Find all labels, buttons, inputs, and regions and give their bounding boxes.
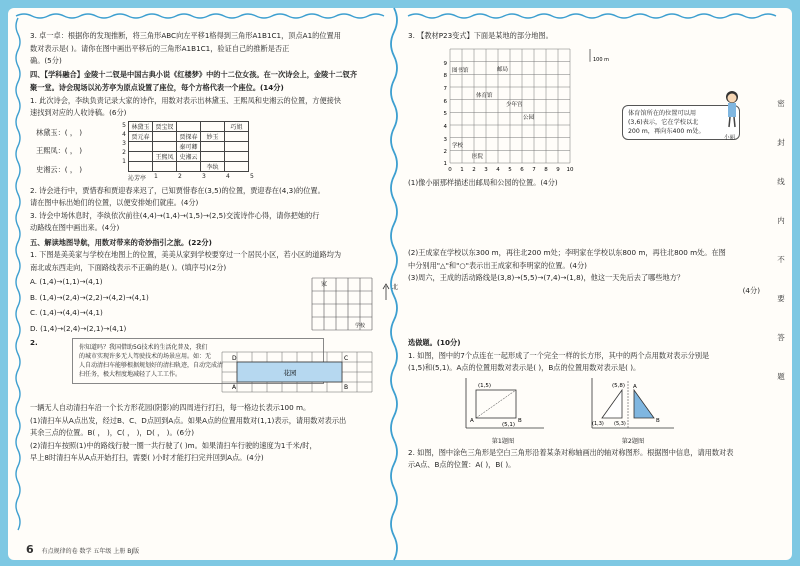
footer-text: 有点规律的卷 数学 五年级 上册 BJ版 [41,548,140,555]
x-tick: 3 [201,172,206,180]
seal-char: 密 [777,99,785,108]
right-column [408,30,764,472]
bubble-line: 200 m，再向东400 m处。 [628,127,705,135]
s4-q2-line-2: 请在图中标出她们的位置，以便安排她们就座。(4分) [30,198,199,207]
seat-cell[interactable] [128,161,152,171]
svg-text:7: 7 [532,166,536,173]
s4-q1-line-1: 1. 此次诗会，李纨负责记录大家的诗作，用数对表示出林黛玉、王熙凤和史湘云的位置，方便接快 [30,95,342,105]
x-tick: 4 [225,172,230,180]
section-5-title: 五、解读地图导航，用数对带来的奇妙指引之旅。(22分) [30,237,212,247]
town-y-ticks [444,61,448,167]
poem-seat-table [128,121,249,172]
figure-2-caption: 第2题图 [621,437,645,445]
answer-space-1[interactable] [408,189,764,247]
seat-cell[interactable]: 贾宝钗 [152,121,176,131]
town-x-ticks [448,167,574,173]
fig2-label: (5,3) [614,420,626,427]
seat-cell[interactable] [200,121,224,131]
c2-line-1: 2. 如图，图中涂色三角形是空白三角形沿着某条对称轴画出的轴对称图形。根据图中信息，请用数对表 [408,447,734,457]
left-column [30,30,399,465]
q3-line-2: 数对表示是( )。请你在图中画出平移后的三角形A1B1C1，验证自己的推断是否正 [30,43,290,53]
girl-leg [729,117,730,127]
seal-char: 要 [777,294,785,303]
svg-text:2: 2 [443,148,447,155]
girl-face [728,93,737,102]
scale-label: 100 m [593,56,610,63]
seat-cell[interactable] [200,151,224,161]
bubble-line: 体育馆所在的位置可以用 [628,109,697,117]
fig1-label: A [470,417,474,424]
fig2-label: A [633,383,637,390]
poem-row [128,121,248,131]
c1-line-1: 1. 如图，图中的7个点连在一起形成了一个完全一样的长方形，其中的两个点用数对表示分别是 [408,350,710,360]
option-b[interactable]: B. (1,4)→(2,4)→(2,2)→(4,2)→(4,1) [30,292,149,302]
info-line: 的城市实现许多无人驾驶技术的场景应用。如：无 [79,353,212,360]
q3-part-3: (3)周六，王成的活动路线是(3,8)→(5,5)→(7,4)→(1,8)，他这一天先后去了哪些地方？ [408,273,685,282]
figure-1-caption: 第1题图 [491,437,515,445]
footer [26,543,139,556]
c1-line-2[interactable]: (1,5)和(5,1)。A点的位置用数对表示是( )，B点的位置用数对表示是( )。 [408,363,641,372]
fig1-label: (1,5) [478,382,492,389]
seat-cell[interactable]: 林黛玉 [128,121,152,131]
info-line: 你知道吗？我国借助5G技术的生活化普及，我们 [79,344,208,351]
fig1-label: B [518,417,522,424]
svg-text:6: 6 [520,166,524,173]
school-label: 学校 [354,323,366,329]
seat-cell[interactable] [128,151,152,161]
poem-row [128,161,248,171]
s5-q1-line-1: 1. 下图是美美家与学校在地图上的位置，美美从家到学校要穿过一个居民小区，若小区的道路均为 [30,250,342,259]
svg-text:0: 0 [448,166,452,173]
q3-title: 3. 【教材P23变式】下面是某地的部分地图。 [408,31,553,40]
poem-x-axis [128,173,260,182]
svg-text:4: 4 [443,123,447,130]
seal-char: 线 [777,177,785,186]
answer-wang-xifeng[interactable]: 王熙凤：( ， ) [36,146,83,155]
q2-line-3[interactable]: 其余三点的位置。B( ， )，C( ， )，D( ， )。(6分) [30,428,195,437]
seat-cell[interactable]: 巧姐 [224,121,248,131]
info-line: 扫任务，极大程度地减轻了人工工作。 [79,371,182,378]
girl-name: 小丽 [724,134,736,141]
page-number: 6 [26,543,34,556]
poem-table-wrap [128,121,260,182]
seat-cell[interactable]: 妙玉 [200,131,224,141]
seal-char: 封 [777,138,785,147]
seat-cell[interactable]: 史湘云 [176,151,200,161]
q3-line-1: 3. 卓一卓：根据你的发现推断，将三角形ABC向左平移1格得到三角形A1B1C1，顶点A1的位置用 [30,31,341,40]
route-options-block [30,274,399,336]
q3-part-1: (1)像小丽那样描述出邮局和公园的位置。(4分) [408,177,558,187]
seal-line-text [774,98,788,382]
svg-text:6: 6 [443,98,447,105]
q3-part-2-line-2: 中分别用"△"和"○"表示出王成家和李明家的位置。(4分) [408,260,587,270]
north-label: 北 [392,284,399,291]
q2-line-2: (1)清扫车从A点出发，经过B、C、D点回到A点。如果A点的位置用数对(1,1)表示，请用数对表示出 [30,415,347,425]
figure-1-graph [458,376,548,434]
q2-line-1: 一辆无人自动清扫车沿一个长方形花园(阴影)的四周进行打扫，每一格边长表示100 m。 [30,403,311,412]
poem-row [128,131,248,141]
answer-space-2[interactable] [408,297,764,337]
seat-cell[interactable]: 贾元春 [128,131,152,141]
s4-q3-line-1: 3. 诗会中场休息时，李纨依次前往(4,4)→(1,4)→(1,5)→(2,5)交流诗作心得，请你把她的行 [30,210,320,220]
seat-cell[interactable]: 秦可卿 [176,141,200,151]
seat-cell[interactable] [224,131,248,141]
blank-triangle [602,390,622,418]
figure-2 [588,376,678,445]
bubble-line: (3,6)表示，它在学校以北 [628,118,699,126]
home-label: 家 [320,281,328,288]
poem-row [128,151,248,161]
y-tick: 5 [122,121,126,129]
seat-cell[interactable] [224,141,248,151]
seat-cell[interactable]: 王熙凤 [152,151,176,161]
seat-cell[interactable] [176,161,200,171]
seal-char: 答 [777,333,785,342]
poem-row [128,141,248,151]
seat-cell[interactable] [152,141,176,151]
shaded-triangle [634,390,654,418]
y-tick: 1 [122,157,126,165]
q3-part-3-score: (4分) [742,285,760,295]
x-tick: 5 [249,172,254,180]
svg-text:5: 5 [443,110,447,117]
route-options [30,274,149,336]
girl-leg [734,117,735,127]
figure-2-graph [588,376,678,434]
fig1-label: (5,1) [502,421,516,428]
x-tick: 1 [153,172,158,180]
option-a[interactable]: A. (1,4)→(1,1)→(4,1) [30,277,103,286]
poem-block [36,121,396,182]
svg-text:8: 8 [544,166,548,173]
town-map [430,43,610,173]
poem-seat-grid [122,121,260,182]
seat-cell[interactable]: 贾探春 [176,131,200,141]
q2-line-4[interactable]: (2)清扫车按照(1)中的路线行驶一圈一共行驶了( )m。如果清扫车行驶的速度为1千米/时， [30,440,317,450]
q2-number: 2. [30,338,38,347]
y-tick: 4 [122,130,126,138]
seal-char: 题 [777,372,785,381]
c2-line-2[interactable]: 示A点、B点的位置：A( )，B( )。 [408,460,516,469]
svg-text:5: 5 [508,166,512,173]
svg-text:1: 1 [443,160,447,167]
home-school-map [306,274,399,336]
svg-text:7: 7 [443,85,447,92]
seat-cell[interactable] [224,151,248,161]
y-tick: 3 [122,139,126,147]
fig2-label: (1,3) [592,420,604,427]
fig2-label: B [656,417,660,424]
q2-line-5[interactable]: 早上8时清扫车从A点开始打扫，需要( )小时才能打扫完并回到A点。(4分) [30,453,264,462]
figures-row [458,376,764,445]
s4-q1-line-2: 速找到对应的人收诗稿。(6分) [30,108,127,117]
q3-part-2-line-1: (2)王成家在学校以东300 m，再往北200 m处；李明家在学校以东800 m，再往北800 m处。在图 [408,248,726,257]
seat-cell[interactable]: 李纨 [200,161,224,171]
y-tick: 2 [122,148,126,156]
place-library: 图书馆 [452,67,469,74]
name-answers [36,121,82,182]
point-a-label: A [232,384,237,391]
seal-char: 不 [777,255,785,264]
seat-cell[interactable] [224,161,248,171]
figure-1 [458,376,548,445]
seat-cell[interactable] [152,131,176,141]
place-hospital: 医院 [472,153,484,160]
place-park: 公园 [523,114,535,121]
girl-illustration [720,89,744,133]
seat-cell[interactable] [152,161,176,171]
q3-line-3: 确。(5分) [30,56,62,65]
s5-q1-line-2: 南北或东西走向，下面路线表示不正确的是( )。(填序号)(2分) [30,262,227,272]
point-b-label: B [344,384,349,391]
seal-char: 内 [777,216,785,225]
origin-label: 沁芳亭 [127,174,146,182]
optional-title: 选做题。(10分) [408,338,461,347]
option-d[interactable]: D. (1,4)→(2,4)→(2,1)→(4,1) [30,323,127,333]
section-4-title: 四、【学科融合】金陵十二钗是中国古典小说《红楼梦》中的十二位女孩。在一次诗会上，金陵十二钗齐 [30,69,358,79]
girl-body [728,103,736,117]
x-tick: 2 [177,172,182,180]
point-c-label: C [344,355,349,362]
info-line: 人自动清扫车能够根据规划好的清扫轨迹，自动完成清 [79,362,224,369]
s4-q2-line-1: 2. 诗会进行中，贾惜春和贾迎春来迟了，已知贾惜春在(3,5)的位置，贾迎春在(4,3)的位置。 [30,185,325,195]
seat-cell[interactable] [128,141,152,151]
section-4-subtitle: 聚一堂。诗会现场以沁芳亭为原点设置了座位，每个方格代表一个座位。(14分) [30,83,284,92]
option-c[interactable]: C. (1,4)→(4,4)→(4,1) [30,308,103,317]
answer-shi-xiangyun[interactable]: 史湘云：( ， ) [36,164,83,174]
svg-text:2: 2 [472,166,476,173]
town-map-block [408,43,764,173]
place-post-office: 邮局 [497,66,509,73]
svg-text:3: 3 [484,166,488,173]
place-gym: 体育馆 [476,92,493,99]
seat-cell[interactable] [176,121,200,131]
svg-text:10: 10 [566,166,574,173]
answer-lin-daiyu[interactable]: 林黛玉：( ， ) [36,127,83,137]
fig2-label: (5,8) [612,382,626,389]
svg-text:3: 3 [443,136,447,143]
garden-label: 花园 [283,369,297,377]
worksheet-page [8,8,792,560]
svg-text:9: 9 [443,60,447,67]
svg-text:4: 4 [496,166,500,173]
svg-text:9: 9 [556,166,560,173]
place-youth-palace: 少年宫 [506,101,523,108]
svg-text:8: 8 [443,72,447,79]
poem-y-axis [122,121,126,166]
svg-text:1: 1 [460,166,464,173]
s4-q3-line-2: 动路线在图中画出来。(4分) [30,223,120,232]
point-d-label: D [232,355,237,362]
seat-cell[interactable] [200,141,224,151]
place-school: 学校 [452,142,464,149]
